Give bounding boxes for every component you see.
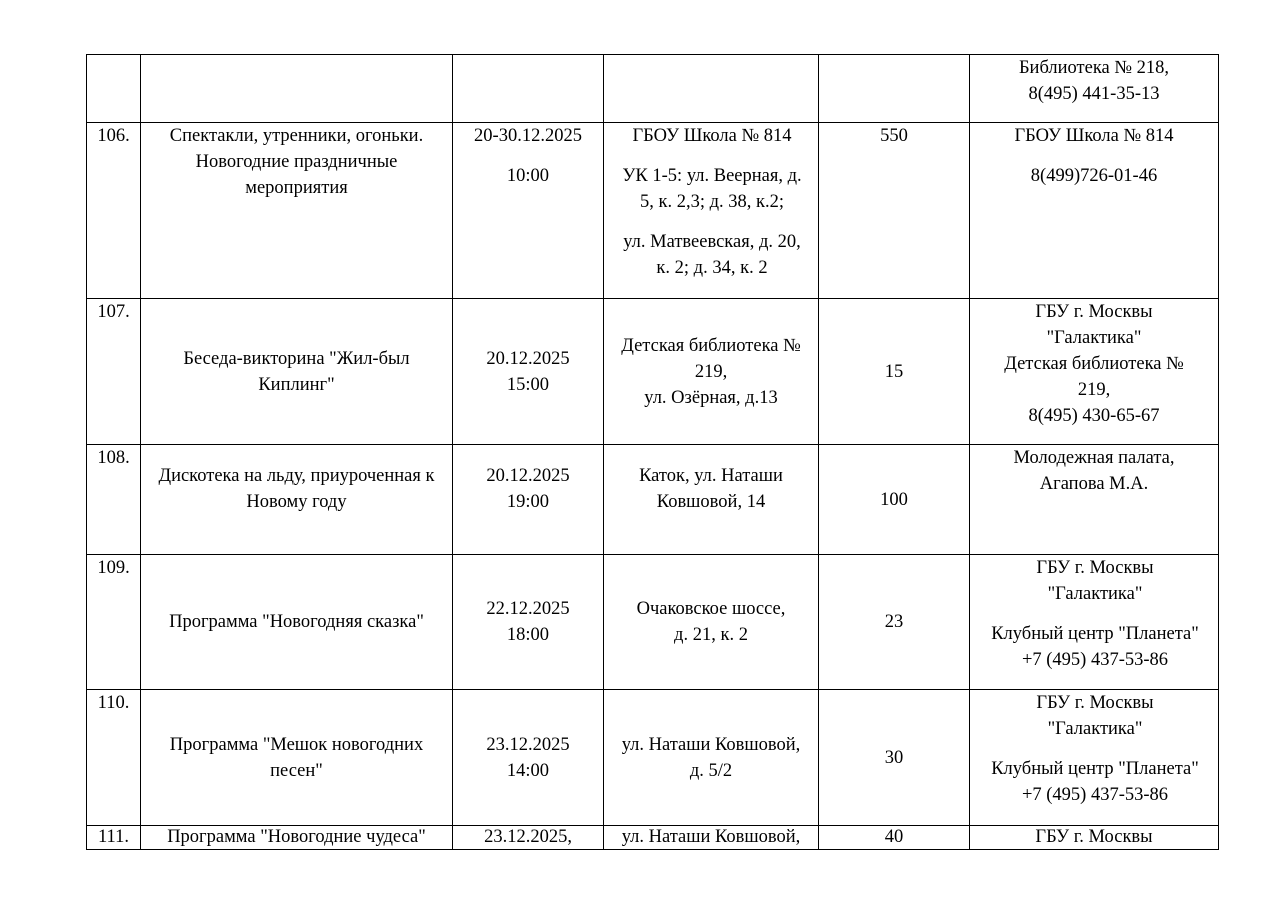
organizer-name: ГБУ г. Москвы "Галактика" (1035, 302, 1153, 348)
event-time: 18:00 (506, 625, 550, 645)
event-place-cell (604, 555, 819, 690)
event-date: 23.12.2025, (484, 827, 572, 847)
event-place-cell (604, 55, 819, 123)
organizer-name: Библиотека № 218, (1018, 58, 1170, 78)
event-name: Программа "Мешок новогодних песен" (169, 734, 424, 781)
event-place-address: УК 1-5: ул. Веерная, д. 5, к. 2,3; д. 38, к.2; (622, 166, 802, 212)
event-name-cell (141, 445, 453, 555)
organizer-name: ГБОУ Школа № 814 (1014, 126, 1174, 146)
event-place-address: д. 5/2 (689, 760, 733, 781)
event-place-title: Детская библиотека № 219, (621, 335, 801, 382)
organizer-cell (970, 55, 1219, 123)
row-number: 107. (97, 302, 130, 322)
organizer-cell (970, 299, 1219, 445)
event-place-address: ул. Озёрная, д.13 (644, 387, 778, 408)
event-place-cell (604, 123, 819, 299)
event-place-address: ул. Матвеевская, д. 20, к. 2; д. 34, к. 2 (623, 232, 801, 278)
organizer-cell (970, 690, 1219, 826)
event-name-cell (141, 55, 453, 123)
event-date: 20.12.2025 (486, 466, 570, 486)
event-place-title: Очаковское шоссе, (636, 599, 786, 619)
row-number-cell (87, 555, 141, 690)
organizer-club: Клубный центр "Планета" +7 (495) 437-53-86 (991, 759, 1199, 805)
event-time: 10:00 (506, 166, 550, 186)
table-row (87, 123, 1219, 299)
table-row (87, 555, 1219, 690)
event-time: 14:00 (506, 760, 550, 781)
event-place: Каток, ул. Наташи Ковшовой, 14 (639, 466, 783, 512)
event-date-cell (453, 826, 604, 850)
row-number-cell (87, 123, 141, 299)
participants-count: 100 (880, 489, 908, 510)
event-date: 20.12.2025 (486, 348, 570, 369)
table-row (87, 299, 1219, 445)
organizer-name: ГБУ г. Москвы "Галактика" (1036, 558, 1154, 604)
row-number-cell (87, 690, 141, 826)
event-date-cell (453, 55, 604, 123)
event-date: 23.12.2025 (486, 734, 570, 755)
organizer-phone: 8(499)726-01-46 (1030, 166, 1158, 186)
event-time: 19:00 (506, 492, 550, 512)
event-name-cell (141, 555, 453, 690)
event-date: 20-30.12.2025 (474, 126, 582, 146)
row-number: 111. (97, 827, 129, 847)
event-name: Дискотека на льду, приуроченная к Новому году (158, 466, 435, 512)
event-name: Спектакли, утренники, огоньки. Новогодние праздничные мероприятия (169, 126, 424, 198)
organizer-cell (970, 555, 1219, 690)
participants-count: 550 (880, 126, 908, 146)
event-date-cell (453, 445, 604, 555)
organizer-cell (970, 826, 1219, 850)
organizer-phone: 8(495) 430-65-67 (1028, 406, 1160, 426)
participants-cell (819, 123, 970, 299)
organizer-name: ГБУ г. Москвы (1035, 827, 1153, 847)
organizer-person: Агапова М.А. (1039, 474, 1149, 494)
event-name: Программа "Новогодние чудеса" (167, 827, 426, 847)
event-place-title: ГБОУ Школа № 814 (632, 126, 792, 146)
row-number-cell (87, 55, 141, 123)
organizer-club: Клубный центр "Планета" +7 (495) 437-53-86 (991, 624, 1199, 670)
participants-cell (819, 555, 970, 690)
event-date-cell (453, 299, 604, 445)
event-date-cell (453, 690, 604, 826)
participants-count: 15 (884, 361, 904, 382)
organizer-phone: 8(495) 441-35-13 (1028, 84, 1160, 104)
event-date: 22.12.2025 (486, 599, 570, 619)
participants-count: 30 (884, 747, 904, 768)
event-date-cell (453, 555, 604, 690)
table-row (87, 445, 1219, 555)
organizer-name: ГБУ г. Москвы "Галактика" (1036, 693, 1154, 739)
row-number: 110. (97, 693, 130, 713)
event-name-cell (141, 299, 453, 445)
participants-count: 40 (884, 827, 904, 847)
organizer-subdivision: Детская библиотека № 219, (1004, 354, 1184, 400)
events-table (86, 54, 1219, 850)
row-number: 109. (97, 558, 130, 578)
event-name-cell (141, 690, 453, 826)
row-number-cell (87, 299, 141, 445)
event-place-address: д. 21, к. 2 (674, 625, 748, 645)
table-row (87, 55, 1219, 123)
row-number: 106. (97, 126, 130, 146)
table-row (87, 690, 1219, 826)
event-place-cell (604, 445, 819, 555)
event-name-cell (141, 826, 453, 850)
organizer-cell (970, 123, 1219, 299)
participants-cell (819, 445, 970, 555)
organizer-name: Молодежная палата, (1013, 448, 1175, 468)
participants-count: 23 (884, 612, 904, 632)
event-name: Беседа-викторина "Жил-был Киплинг" (183, 348, 410, 395)
participants-cell (819, 826, 970, 850)
participants-cell (819, 299, 970, 445)
event-place-title: ул. Наташи Ковшовой, (621, 734, 801, 755)
event-place: ул. Наташи Ковшовой, (621, 827, 801, 847)
participants-cell (819, 690, 970, 826)
event-name-cell (141, 123, 453, 299)
row-number-cell (87, 826, 141, 850)
event-time: 15:00 (506, 374, 550, 395)
organizer-cell (970, 445, 1219, 555)
event-place-cell (604, 299, 819, 445)
row-number: 108. (97, 448, 130, 468)
row-number-cell (87, 445, 141, 555)
event-place-cell (604, 690, 819, 826)
event-name: Программа "Новогодняя сказка" (169, 612, 424, 632)
event-date-cell (453, 123, 604, 299)
participants-cell (819, 55, 970, 123)
event-place-cell (604, 826, 819, 850)
table-row (87, 826, 1219, 850)
